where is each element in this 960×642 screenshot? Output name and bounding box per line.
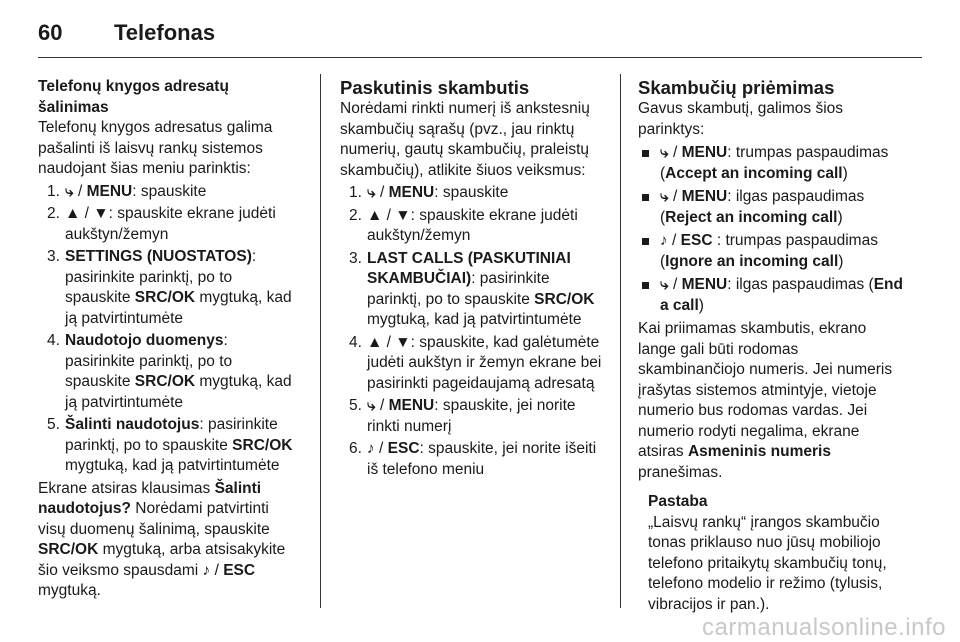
column-divider bbox=[320, 74, 321, 608]
steps-list bbox=[38, 182, 300, 477]
list-item: 5. ⤷ / MENU: spauskite, jei norite rinkti numerį bbox=[349, 397, 576, 435]
section-intro: Telefonų knygos adresatus galima pašalinti iš laisvų rankų sistemos naudojant šias meniu parinktis: bbox=[38, 119, 273, 177]
steps-list bbox=[340, 183, 604, 480]
list-item: 3. SETTINGS (NUOSTATOS): pasirinkite parinktį, po to spauskite SRC/OK mygtuką, kad ją patvirtintumėte bbox=[47, 248, 292, 327]
phone-icon: ⤷ bbox=[367, 184, 376, 201]
page-number: 60 bbox=[38, 20, 63, 45]
bullet-icon bbox=[642, 238, 649, 245]
list-item: ⤷ / MENU: ilgas paspaudimas (End a call) bbox=[638, 275, 906, 316]
header-rule bbox=[38, 57, 922, 58]
note-box bbox=[638, 492, 906, 615]
section-outro: Ekrane atsiras klausimas Šalinti naudotojus? Norėdami patvirtinti visų duomenų šalinimą, spauskite SRC/OK mygtuką, arba atsisakykite šio veiksmo spausdami ♪ / ESC mygtuką. bbox=[38, 479, 286, 599]
section-heading: Paskutinis skambutis bbox=[340, 77, 530, 98]
column-receiving-calls bbox=[638, 77, 906, 615]
column-delete-contacts bbox=[38, 77, 300, 602]
list-item: 2. ▲ / ▼: spauskite ekrane judėti aukštyn/žemyn bbox=[47, 205, 276, 243]
list-item: 1. ⤷ / MENU: spauskite bbox=[38, 182, 300, 203]
phone-icon: ⤷ bbox=[660, 144, 669, 161]
column-last-call bbox=[340, 77, 604, 482]
list-item: ⤷ / MENU: ilgas paspaudimas (Reject an incoming call) bbox=[638, 187, 906, 228]
list-item: 4. ▲ / ▼: spauskite, kad galėtumėte judėti aukštyn ir žemyn ekrane bei pasirinkti pageidaujamą adresatą bbox=[349, 333, 602, 392]
section-paragraph: Kai priimamas skambutis, ekrano lange gali būti rodomas skambinančiojo numeris. Jei numeris įrašytas sistemos atmintyje, vietoje numerio bus rodomas vardas. Jei numerio rodyti negalima, ekrane atsiras Asmeninis numeris pranešimas. bbox=[638, 320, 893, 481]
page-title: Telefonas bbox=[114, 20, 216, 45]
section-heading: Telefonų knygos adresatų šalinimas bbox=[38, 78, 229, 116]
bullet-icon bbox=[642, 194, 649, 201]
list-item: 1. ⤷ / MENU: spauskite bbox=[340, 183, 604, 204]
list-item: ♪ / ESC : trumpas paspaudimas (Ignore an incoming call) bbox=[638, 231, 906, 272]
section-intro: Norėdami rinkti numerį iš ankstesnių skambučių sąrašų (pvz., jau rinktų numerių, gautų skambučių, praleistų skambučių), atlikite šiuos veiksmus: bbox=[340, 100, 590, 179]
list-item: ⤷ / MENU: trumpas paspaudimas (Accept an incoming call) bbox=[638, 143, 906, 184]
phone-icon: ⤷ bbox=[367, 397, 376, 414]
phone-icon: ⤷ bbox=[660, 276, 669, 293]
column-divider bbox=[620, 74, 621, 608]
watermark: carmanualsonline.info bbox=[702, 613, 946, 641]
bullet-icon bbox=[642, 282, 649, 289]
section-intro: Gavus skambutį, galimos šios parinktys: bbox=[638, 100, 844, 138]
phone-icon: ⤷ bbox=[65, 182, 74, 200]
note-text: „Laisvų rankų“ įrangos skambučio tonas priklauso nuo jūsų mobiliojo telefono pritaikytų skambučių tonų, telefono modelio ir režimo (tylusis, vibracijos ir pan.). bbox=[648, 513, 887, 613]
bullet-icon bbox=[642, 150, 649, 157]
mute-icon: ♪ bbox=[660, 232, 668, 249]
options-list bbox=[638, 143, 906, 316]
phone-icon: ⤷ bbox=[660, 188, 669, 205]
list-item: 3. LAST CALLS (PASKUTINIAI SKAMBUČIAI): pasirinkite parinktį, po to spauskite SRC/OK mygtuką, kad ją patvirtintumėte bbox=[349, 249, 595, 328]
mute-icon: ♪ bbox=[367, 440, 375, 457]
list-item: 6. ♪ / ESC: spauskite, jei norite išeiti iš telefono meniu bbox=[349, 440, 597, 478]
section-heading: Skambučių priėmimas bbox=[638, 77, 835, 98]
list-item: 5. Šalinti naudotojus: pasirinkite parinktį, po to spauskite SRC/OK mygtuką, kad ją patvirtintumėte bbox=[47, 416, 293, 474]
page-header bbox=[38, 18, 215, 48]
note-title: Pastaba bbox=[648, 493, 708, 510]
mute-icon: ♪ bbox=[202, 561, 211, 579]
list-item: 2. ▲ / ▼: spauskite ekrane judėti aukštyn/žemyn bbox=[349, 206, 578, 244]
list-item: 4. Naudotojo duomenys: pasirinkite parinktį, po to spauskite SRC/OK mygtuką, kad ją patvirtintumėte bbox=[47, 332, 292, 411]
